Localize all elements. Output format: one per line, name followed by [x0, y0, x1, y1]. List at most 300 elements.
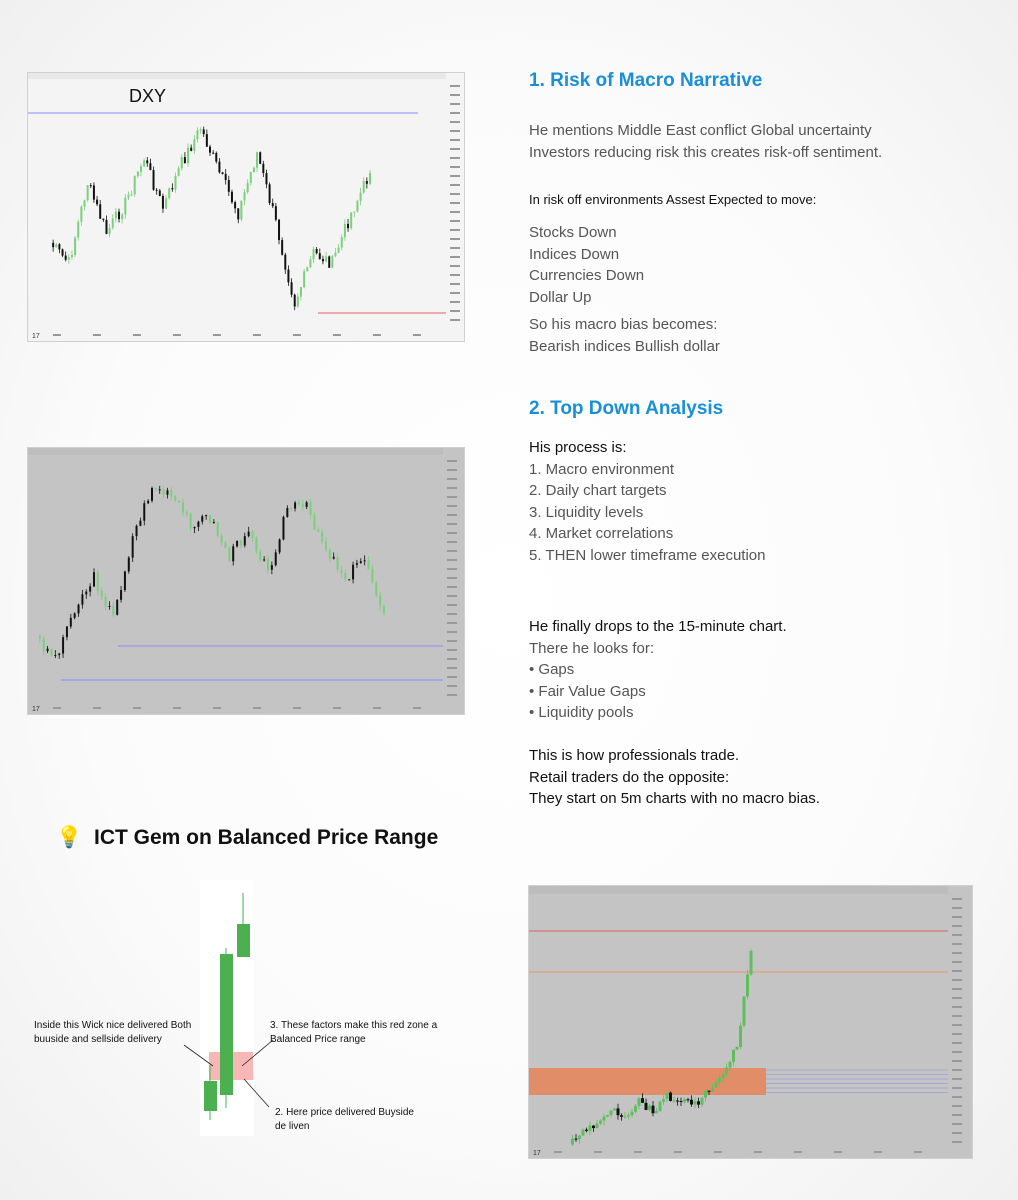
- annotation-right: [270, 1019, 437, 1047]
- time-tick: [674, 1151, 682, 1153]
- price-tick: [952, 1105, 962, 1107]
- price-tick: [450, 229, 460, 231]
- lightbulb-icon: 💡: [56, 826, 83, 849]
- candle-body: [228, 548, 230, 561]
- price-tick: [447, 550, 457, 552]
- candle-body: [302, 504, 304, 507]
- candle-body: [212, 153, 214, 154]
- candle-body: [363, 181, 365, 192]
- candle-body: [340, 570, 342, 573]
- time-tick: [874, 1151, 882, 1153]
- chart-header: [28, 73, 464, 79]
- candle-2-body: [220, 954, 233, 1095]
- candle-body: [725, 1068, 728, 1075]
- time-tick: [413, 707, 421, 709]
- price-tick: [447, 514, 457, 516]
- candle-body: [93, 572, 95, 586]
- annotation-bottom: [275, 1106, 414, 1134]
- intro-line-1: He mentions Middle East conflict Global uncertainty: [529, 122, 872, 139]
- candle-body: [68, 257, 70, 260]
- price-tick: [450, 139, 460, 141]
- expect-heading: In risk off environments Assest Expected to move:: [529, 192, 817, 207]
- price-tick: [450, 121, 460, 123]
- candle-body: [368, 560, 370, 569]
- candle-body: [54, 655, 56, 656]
- candle-body: [329, 550, 331, 559]
- time-tick: [253, 707, 261, 709]
- price-tick: [952, 934, 962, 936]
- time-tick: [594, 1151, 602, 1153]
- time-tick: [53, 334, 61, 336]
- candle-body: [70, 618, 72, 627]
- candle-body: [383, 606, 385, 613]
- candle-body: [93, 185, 95, 199]
- move-indices: Indices Down: [529, 245, 620, 263]
- candle-body: [190, 148, 192, 151]
- time-tick: [53, 707, 61, 709]
- crude-oil-chart[interactable]: [528, 885, 973, 1159]
- price-tick: [952, 1078, 962, 1080]
- candle-body: [624, 1116, 627, 1117]
- price-tick: [450, 103, 460, 105]
- candle-body: [200, 129, 202, 130]
- price-tick: [952, 1024, 962, 1026]
- candle-body: [279, 539, 281, 552]
- price-tick: [447, 658, 457, 660]
- candle-body: [739, 1026, 742, 1047]
- time-tick: [834, 1151, 842, 1153]
- price-tick: [952, 1087, 962, 1089]
- candle-body: [281, 240, 283, 255]
- candle-body: [47, 649, 49, 652]
- candle-body: [97, 572, 99, 591]
- candle-body: [222, 172, 224, 174]
- price-tick: [952, 1042, 962, 1044]
- gem-title-text: ICT Gem on Balanced Price Range: [94, 826, 439, 849]
- candle-body: [146, 160, 148, 163]
- candle-body: [50, 649, 52, 656]
- futures-chart[interactable]: [27, 447, 465, 715]
- candle-body: [143, 160, 145, 166]
- price-tick: [447, 532, 457, 534]
- moves-list: [529, 222, 644, 308]
- annotation-left: [34, 1019, 191, 1047]
- candle-body: [722, 1074, 725, 1078]
- candle-body: [309, 259, 311, 267]
- candle-body: [165, 198, 167, 209]
- candle-body: [206, 134, 208, 147]
- candle-body: [105, 597, 107, 607]
- candle-body: [718, 1078, 721, 1082]
- candle-body: [89, 586, 91, 591]
- candle-body: [78, 605, 80, 614]
- section2-title: 2. Top Down Analysis: [529, 398, 724, 419]
- candle-body: [350, 212, 352, 228]
- candle-body: [750, 951, 753, 974]
- candle-body: [736, 1047, 739, 1050]
- price-tick: [447, 496, 457, 498]
- price-tick: [952, 925, 962, 927]
- candle-body: [262, 164, 264, 173]
- candle-body: [344, 573, 346, 579]
- annotation-right-line-2: Balanced Price range: [270, 1034, 366, 1045]
- candle-body: [140, 166, 142, 172]
- candle-body: [218, 162, 220, 173]
- candle-body: [746, 974, 749, 996]
- time-tick: [794, 1151, 802, 1153]
- candle-body: [209, 147, 211, 153]
- candle-body: [337, 557, 339, 570]
- candle-body: [638, 1098, 641, 1106]
- tv-logo-icon: 17: [32, 706, 40, 713]
- candle-body: [118, 212, 120, 219]
- bullet-liquidity: • Liquidity pools: [529, 704, 634, 722]
- price-tick: [952, 988, 962, 990]
- price-tick: [450, 256, 460, 258]
- price-tick: [450, 157, 460, 159]
- price-tick: [447, 487, 457, 489]
- price-tick: [450, 319, 460, 321]
- candle-body: [193, 139, 195, 151]
- price-tick: [450, 265, 460, 267]
- section1-title: 1. Risk of Macro Narrative: [529, 70, 763, 91]
- price-tick: [450, 301, 460, 303]
- candle-body: [170, 490, 172, 496]
- candle-body: [112, 606, 114, 615]
- price-tick: [447, 541, 457, 543]
- time-tick: [333, 707, 341, 709]
- bullet-gaps: • Gaps: [529, 661, 575, 679]
- candle-body: [291, 282, 293, 294]
- supply-zone: [529, 1068, 766, 1095]
- candle-body: [62, 637, 64, 653]
- annotation-bottom-line-1: 2. Here price delivered Buyside: [275, 1107, 414, 1118]
- candle-body: [102, 219, 104, 220]
- candle-body: [132, 536, 134, 557]
- price-tick: [450, 166, 460, 168]
- candle-body: [244, 192, 246, 200]
- time-tick: [173, 334, 181, 336]
- candle-body: [182, 502, 184, 512]
- candle-body: [375, 582, 377, 595]
- candle-body: [74, 613, 76, 617]
- candle-body: [58, 654, 60, 655]
- price-tick: [952, 952, 962, 954]
- candle-body: [163, 489, 165, 494]
- candle-body: [209, 515, 211, 522]
- candle-body: [112, 218, 114, 227]
- chart-header: [28, 448, 464, 455]
- conclusion-1: This is how professionals trade.: [529, 747, 740, 764]
- candle-body: [290, 508, 292, 509]
- annotation-right-line-1: 3. These factors make this red zone a: [270, 1020, 438, 1031]
- time-tick: [333, 334, 341, 336]
- candle-body: [244, 536, 246, 545]
- price-tick: [952, 1114, 962, 1116]
- candle-body: [659, 1102, 662, 1111]
- candle-body: [328, 256, 330, 267]
- price-tick: [447, 667, 457, 669]
- candle-body: [715, 1082, 718, 1088]
- price-tick: [447, 568, 457, 570]
- candle-body: [174, 176, 176, 189]
- candle-body: [662, 1099, 665, 1102]
- price-tick: [450, 130, 460, 132]
- candle-body: [352, 565, 354, 580]
- dxy-chart[interactable]: [27, 72, 465, 342]
- candle-body: [151, 488, 153, 501]
- candle-body: [87, 185, 89, 200]
- candle-body: [589, 1126, 592, 1131]
- candle-body: [641, 1098, 644, 1103]
- candle-body: [184, 157, 186, 163]
- conclusion-2: Retail traders do the opposite:: [529, 768, 730, 786]
- candle-body: [334, 253, 336, 256]
- step-2: 2. Daily chart targets: [529, 482, 667, 500]
- futures-chart-svg: [28, 448, 464, 714]
- candle-body: [634, 1106, 637, 1112]
- candle-body: [319, 253, 321, 259]
- candle-body: [316, 249, 318, 253]
- candle-body: [360, 193, 362, 201]
- candle-body: [109, 228, 111, 234]
- price-tick: [447, 478, 457, 480]
- candle-body: [366, 181, 368, 184]
- gem-title: [56, 826, 438, 850]
- candle-body: [174, 497, 176, 501]
- candle-body: [599, 1120, 602, 1123]
- candle-body: [271, 565, 273, 570]
- candle-body: [58, 244, 60, 249]
- candle-body: [666, 1093, 669, 1100]
- price-tick: [952, 997, 962, 999]
- time-tick: [413, 334, 421, 336]
- candle-body: [297, 297, 299, 307]
- price-tick: [447, 631, 457, 633]
- candle-body: [240, 541, 242, 546]
- price-tick: [952, 961, 962, 963]
- price-tick: [450, 148, 460, 150]
- candle-body: [648, 1106, 651, 1110]
- candle-body: [153, 170, 155, 190]
- candle-body: [596, 1124, 599, 1129]
- candle-body: [575, 1139, 578, 1140]
- candle-body: [697, 1101, 700, 1104]
- candle-body: [331, 256, 333, 268]
- bias-block: [529, 314, 720, 357]
- candle-body: [645, 1103, 648, 1110]
- intro-line-2: Investors reducing risk this creates risk-off sentiment.: [529, 143, 883, 161]
- candle-body: [52, 243, 54, 247]
- candle-body: [43, 639, 45, 652]
- process-heading: His process is:: [529, 439, 627, 456]
- candle-body: [732, 1050, 735, 1062]
- candle-body: [90, 185, 92, 186]
- candle-body: [124, 198, 126, 215]
- price-tick: [450, 274, 460, 276]
- candle-body: [353, 212, 355, 213]
- candle-body: [194, 527, 196, 528]
- candle-body: [215, 153, 217, 162]
- looks-for: There he looks for:: [529, 639, 655, 657]
- price-tick: [447, 640, 457, 642]
- price-tick: [447, 460, 457, 462]
- candle-body: [137, 172, 139, 176]
- candle-body: [71, 255, 73, 257]
- candle-body: [149, 163, 151, 170]
- time-tick: [373, 334, 381, 336]
- price-tick: [952, 1060, 962, 1062]
- price-tick: [450, 238, 460, 240]
- candle-body: [178, 168, 180, 176]
- candle-body: [232, 546, 234, 561]
- time-tick: [213, 707, 221, 709]
- time-tick: [93, 707, 101, 709]
- candle-body: [134, 176, 136, 194]
- step-1: 1. Macro environment: [529, 460, 675, 478]
- price-tick: [450, 193, 460, 195]
- price-tick: [447, 649, 457, 651]
- candle-body: [108, 606, 110, 607]
- crude-oil-chart-svg: [529, 886, 972, 1158]
- candle-body: [101, 591, 103, 597]
- candle-body: [687, 1099, 690, 1100]
- bias-line-1: So his macro bias becomes:: [529, 316, 718, 333]
- candle-body: [690, 1100, 693, 1105]
- candle-body: [159, 191, 161, 196]
- candle-body: [139, 521, 141, 526]
- annotation-left-line-2: buuside and sellside delivery: [34, 1034, 162, 1045]
- candle-body: [371, 569, 373, 582]
- candle-body: [127, 195, 129, 198]
- candle-body: [62, 249, 64, 255]
- candle-body: [120, 590, 122, 600]
- candle-body: [159, 489, 161, 490]
- candle-body: [294, 295, 296, 307]
- price-tick: [450, 283, 460, 285]
- candle-body: [162, 196, 164, 209]
- conclusion-3: They start on 5m charts with no macro bias.: [529, 790, 820, 808]
- price-tick: [450, 184, 460, 186]
- candle-body: [603, 1117, 606, 1121]
- candle-body: [282, 517, 284, 540]
- price-tick: [952, 970, 962, 972]
- tv-logo-icon: 17: [533, 1150, 541, 1157]
- price-tick: [952, 1033, 962, 1035]
- candle-body: [256, 152, 258, 167]
- step-3: 3. Liquidity levels: [529, 503, 644, 521]
- candle-body: [631, 1112, 634, 1115]
- time-tick: [914, 1151, 922, 1153]
- candle-body: [124, 571, 126, 590]
- candle-body: [178, 501, 180, 503]
- price-tick: [450, 94, 460, 96]
- candle-body: [55, 244, 57, 247]
- price-tick: [952, 1132, 962, 1134]
- move-dollar: Dollar Up: [529, 288, 592, 306]
- candle-body: [66, 627, 68, 638]
- candle-body: [310, 502, 312, 515]
- price-tick: [952, 979, 962, 981]
- candle-body: [364, 560, 366, 561]
- candle-body: [252, 532, 254, 538]
- process-block: [529, 437, 765, 567]
- time-tick: [293, 334, 301, 336]
- candle-body: [306, 267, 308, 271]
- bullet-fvg: • Fair Value Gaps: [529, 682, 646, 700]
- candle-body: [187, 148, 189, 163]
- step-5: 5. THEN lower timeframe execution: [529, 546, 766, 564]
- candle-body: [259, 551, 261, 560]
- candle-body: [298, 503, 300, 505]
- price-tick: [952, 1123, 962, 1125]
- candle-body: [168, 188, 170, 198]
- price-tick: [447, 505, 457, 507]
- price-tick: [447, 694, 457, 696]
- section1-intro: [529, 120, 882, 163]
- candle-body: [99, 204, 101, 218]
- candle-body: [287, 270, 289, 283]
- price-tick: [450, 220, 460, 222]
- candle-body: [96, 200, 98, 205]
- time-tick: [634, 1151, 642, 1153]
- candle-body: [217, 522, 219, 536]
- candle-body: [196, 130, 198, 139]
- candle-body: [269, 184, 271, 203]
- candle-body: [344, 224, 346, 237]
- time-tick: [293, 707, 301, 709]
- candle-body: [694, 1101, 697, 1104]
- candle-body: [84, 200, 86, 206]
- candle-body: [652, 1106, 655, 1114]
- candle-3-body: [237, 924, 250, 957]
- price-tick: [450, 211, 460, 213]
- candle-body: [65, 256, 67, 260]
- candle-body: [105, 220, 107, 234]
- candle-body: [360, 561, 362, 563]
- price-tick: [447, 586, 457, 588]
- price-tick: [447, 469, 457, 471]
- candle-body: [617, 1108, 620, 1115]
- candle-body: [237, 208, 239, 219]
- candle-body: [627, 1115, 630, 1116]
- candle-body: [313, 249, 315, 259]
- step-4: 4. Market correlations: [529, 525, 674, 543]
- candle-body: [85, 592, 87, 595]
- bias-line-2: Bearish indices Bullish dollar: [529, 337, 720, 355]
- price-tick: [952, 1141, 962, 1143]
- candle-body: [253, 168, 255, 172]
- bpr-diagram: [160, 880, 290, 1140]
- candle-body: [278, 220, 280, 240]
- candle-body: [131, 194, 133, 195]
- time-tick: [714, 1151, 722, 1153]
- candle-body: [620, 1115, 623, 1117]
- candle-body: [300, 287, 302, 297]
- price-tick: [952, 1051, 962, 1053]
- candle-body: [115, 212, 117, 219]
- price-tick: [450, 85, 460, 87]
- candle-body: [729, 1062, 732, 1068]
- candle-body: [147, 501, 149, 503]
- candle-body: [610, 1110, 613, 1115]
- price-tick: [952, 1069, 962, 1071]
- candle-body: [116, 600, 118, 615]
- candle-body: [578, 1136, 581, 1140]
- price-tick: [447, 595, 457, 597]
- candle-body: [582, 1130, 585, 1136]
- price-tick: [450, 112, 460, 114]
